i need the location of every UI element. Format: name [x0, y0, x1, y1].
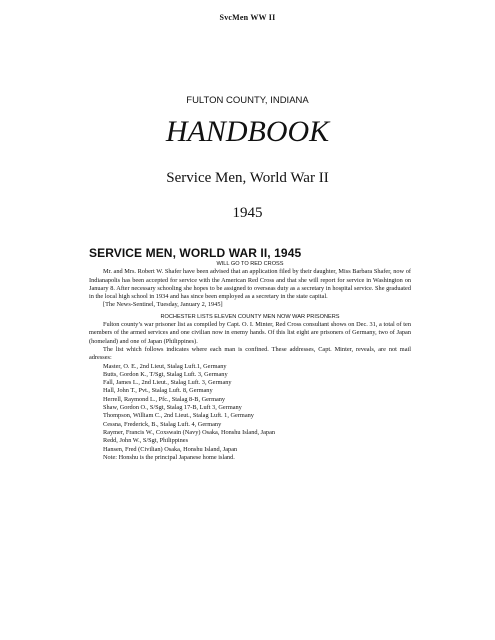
prisoner-list-item: Shaw, Gordon O., S/Sgt, Stalag 17-B, Luft 3, Germany	[103, 404, 242, 412]
prisoner-list-item: Fall, James L., 2nd Lieut., Stalag Luft. 3, Germany	[103, 379, 232, 387]
article-paragraph-prisoner-list-intro: Fulton county’s war prisoner list as compiled by Capt. O. I. Minter, Red Cross consultant shows on Dec. 31, a total of ten members of the armed services and one civilian now in enemy hands. Of this list eight are prisoners of Germany, two of Japan (homeland) and one of Japan (Philippines).	[89, 321, 411, 345]
prisoner-list-item: Raymer, Francis W., Coxswain (Navy) Osaka, Honshu Island, Japan	[103, 428, 276, 436]
prisoner-list-item: Cessna, Frederick, B., Stalag Luft. 4, Germany	[103, 420, 222, 428]
handbook-year: 1945	[232, 205, 263, 221]
running-head: SvcMen WW II	[219, 13, 276, 22]
county-title: FULTON COUNTY, INDIANA	[186, 95, 309, 106]
document-body	[89, 260, 411, 462]
section-heading: SERVICE MEN, WORLD WAR II, 1945	[89, 246, 302, 260]
handbook-subtitle: Service Men, World War II	[166, 170, 329, 186]
prisoner-list-item: Hansen, Fred (Civilian) Osaka, Honshu Island, Japan	[103, 445, 238, 453]
article-source: [The News-Sentinel, Tuesday, January 2, 1945]	[103, 301, 223, 309]
article-headline-red-cross: WILL GO TO RED CROSS	[216, 261, 284, 267]
prisoner-list-item: Thompson, William C., 2nd Lieut., Stalag Luft. 1, Germany	[103, 412, 254, 420]
article-paragraph-confinement: The list which follows indicates where each man is confined. These addresses, Capt. Minter, reveals, are not mail adresses:	[89, 345, 411, 362]
article-paragraph-red-cross: Mr. and Mrs. Robert W. Shafer have been advised that an application filed by their daughter, Miss Barbara Shafer, now of Indianapolis has been accepted for service with the American Red Cross and that she will report for service in Washington on January 8. After necessary schooling she hopes to be assigned to overseas duty as a secretary in hospital service. She graduated in the local high school in 1934 and has since been employed as a secretary in the state capital.	[89, 268, 411, 301]
prisoner-list-item: Redd, John W., S/Sgt, Philippines	[103, 437, 189, 445]
prisoner-list	[89, 363, 411, 454]
handbook-title: HANDBOOK	[165, 115, 330, 148]
prisoner-list-item: Hall, John T., Pvt., Stalag Luft. 8, Germany	[103, 387, 213, 395]
prisoner-list-item: Herrell, Raymond L., Pfc., Stalag 8-B, Germany	[103, 395, 226, 403]
prisoner-list-item: Butts, Gordon K., T/Sgt, Stalag Luft. 3, Germany	[103, 370, 228, 378]
prisoner-list-item: Master, O. E., 2nd Lieut, Stalag Luft.1, Germany	[103, 362, 227, 370]
article-headline-war-prisoners: ROCHESTER LISTS ELEVEN COUNTY MEN NOW WAR PRISONERS	[160, 313, 340, 320]
article-note: Note: Honshu is the principal Japanese home island.	[103, 453, 235, 461]
